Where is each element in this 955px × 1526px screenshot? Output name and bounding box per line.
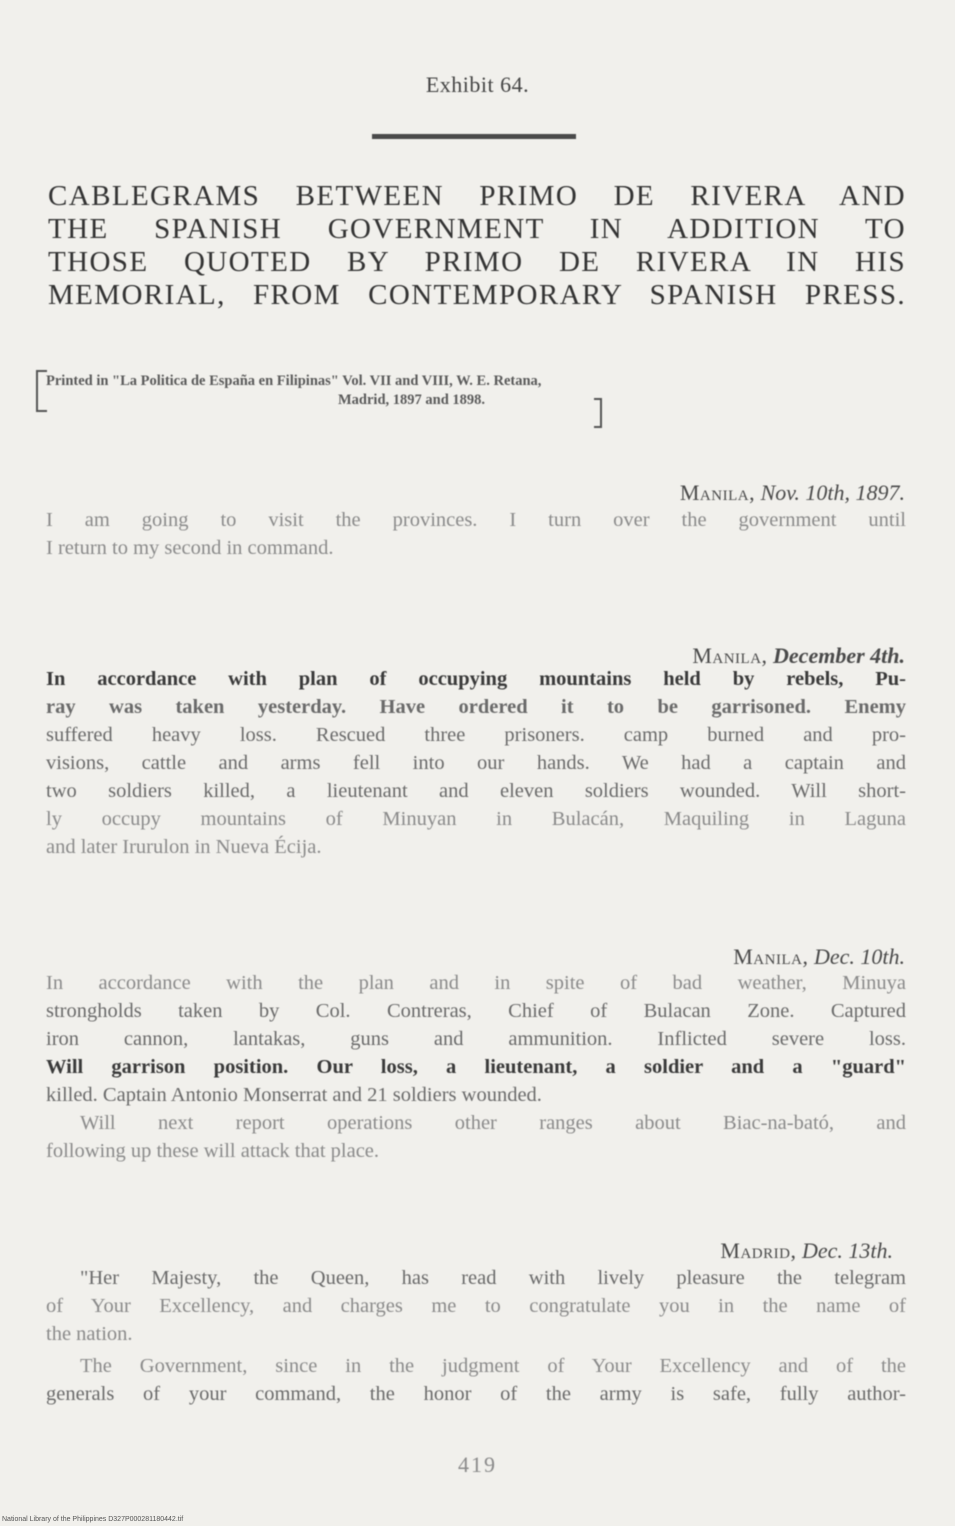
text-line: Will next report operations other ranges about Biac-na-bató, and	[80, 1112, 906, 1134]
cable-dateline	[733, 944, 905, 970]
text-line: generals of your command, the honor of the army is safe, fully author-	[46, 1383, 906, 1405]
scan-footer: National Library of the Philippines D327P000281180442.tif	[2, 1516, 184, 1523]
text-line: ray was taken yesterday. Have ordered it to be garrisoned. Enemy	[46, 696, 906, 718]
title-line: CABLEGRAMS BETWEEN PRIMO DE RIVERA AND	[48, 180, 906, 212]
cable-text	[46, 969, 906, 1165]
text-line: I am going to visit the provinces. I turn over the government until	[46, 509, 906, 531]
title-line: THE SPANISH GOVERNMENT IN ADDITION TO	[48, 213, 906, 245]
source-line: Printed in "La Politica de España en Filipinas" Vol. VII and VIII, W. E. Retana,	[46, 373, 542, 389]
cable-place: Manila,	[733, 944, 809, 969]
text-line: suffered heavy loss. Rescued three prisoners. camp burned and pro-	[46, 724, 906, 746]
text-line: following up these will attack that place.	[46, 1140, 380, 1162]
text-line: of Your Excellency, and charges me to congratulate you in the name of	[46, 1295, 906, 1317]
text-line: The Government, since in the judgment of Your Excellency and of the	[80, 1355, 906, 1377]
cable-text	[46, 665, 906, 861]
cable-dateline	[680, 480, 905, 506]
source-bracket-right	[594, 398, 602, 428]
title-line: THOSE QUOTED BY PRIMO DE RIVERA IN HIS	[48, 246, 906, 278]
cable-place: Manila,	[692, 643, 768, 668]
page-number: 419	[458, 1452, 497, 1477]
text-line: killed. Captain Antonio Monserrat and 21 soldiers wounded.	[46, 1084, 542, 1106]
cable-date: Dec. 13th.	[801, 1238, 893, 1263]
text-line: and later Irurulon in Nueva Écija.	[46, 836, 322, 858]
text-line: strongholds taken by Col. Contreras, Chief of Bulacan Zone. Captured	[46, 1000, 906, 1022]
text-line: the nation.	[46, 1323, 133, 1345]
text-line: "Her Majesty, the Queen, has read with lively pleasure the telegram	[80, 1267, 906, 1289]
title-line: MEMORIAL, FROM CONTEMPORARY SPANISH PRESS.	[48, 279, 906, 311]
text-line: iron cannon, lantakas, guns and ammunition. Inflicted severe loss.	[46, 1028, 906, 1050]
document-title	[48, 180, 906, 312]
source-note	[46, 372, 906, 410]
text-line: visions, cattle and arms fell into our hands. We had a captain and	[46, 752, 906, 774]
text-line: two soldiers killed, a lieutenant and eleven soldiers wounded. Will short-	[46, 780, 906, 802]
cable-date: December 4th.	[773, 643, 905, 668]
cable-text	[46, 1264, 906, 1408]
text-line: I return to my second in command.	[46, 537, 334, 559]
source-line: Madrid, 1897 and 1898.	[338, 392, 486, 408]
text-line: In accordance with plan of occupying mountains held by rebels, Pu-	[46, 668, 906, 690]
cable-date: Dec. 10th.	[813, 944, 905, 969]
cable-text	[46, 506, 906, 562]
cable-place: Madrid,	[720, 1238, 797, 1263]
title-rule	[372, 134, 576, 139]
exhibit-label: Exhibit 64.	[425, 72, 530, 97]
cable-place: Manila,	[679, 480, 756, 505]
text-line: In accordance with the plan and in spite of bad weather, Minuya	[46, 972, 906, 994]
cable-dateline	[720, 1238, 893, 1264]
cable-date: Nov. 10th, 1897.	[760, 480, 905, 505]
text-line: ly occupy mountains of Minuyan in Bulacán, Maquiling in Laguna	[46, 808, 906, 830]
text-line: Will garrison position. Our loss, a lieutenant, a soldier and a "guard"	[46, 1056, 906, 1078]
